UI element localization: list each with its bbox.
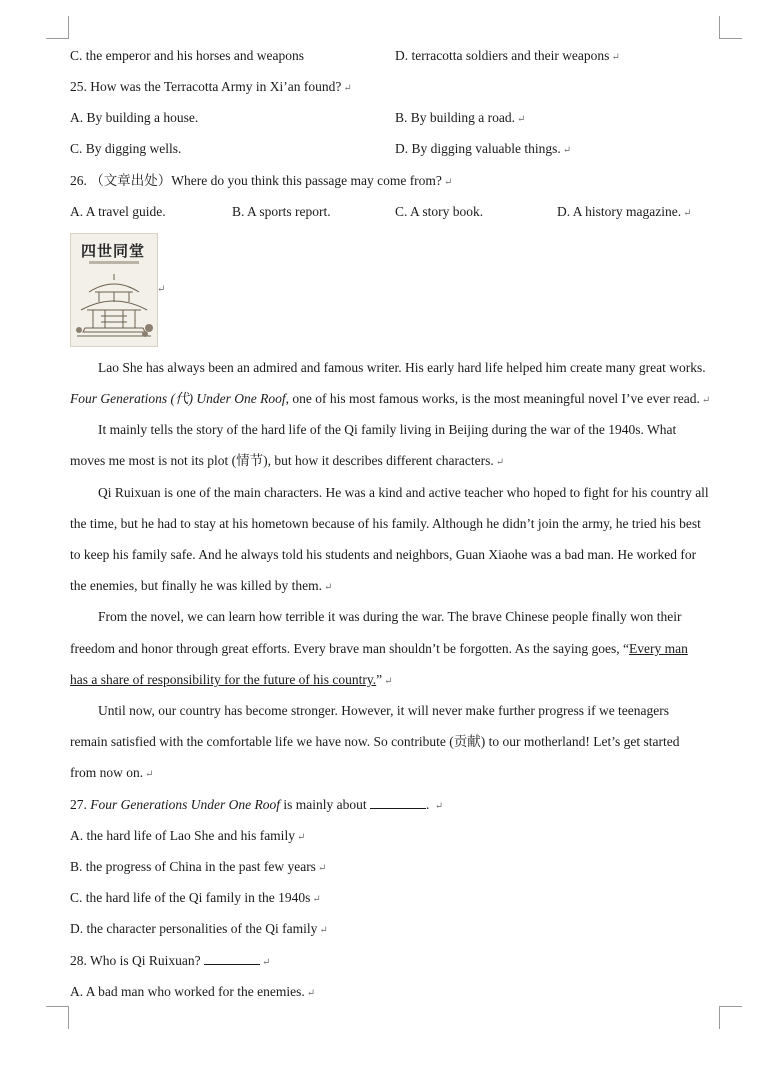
underlined-saying-part2: has a share of responsibility for the future of his country. [70,672,377,687]
q26-option-d: D. A history magazine. ↵ [557,204,692,219]
pagoda-illustration-icon [75,270,153,342]
passage-p5-line3: from now on. ↵ [70,765,154,780]
paragraph-mark-icon: ↵ [306,988,316,999]
paragraph-mark-icon: ↵ [317,863,327,874]
paragraph-mark-icon: ↵ [517,114,526,125]
paragraph-mark-icon: ↵ [262,957,271,968]
passage-p4-line2: freedom and honor through great efforts. Every brave man shouldn’t be forgotten. As the saying goes, “Every man [70,641,688,656]
q28-option-a: A. A bad man who worked for the enemies. ↵ [70,984,316,999]
paragraph-mark-icon: ↵ [701,395,711,406]
paragraph-mark-icon: ↵ [495,457,505,468]
q27-stem: 27. Four Generations Under One Roof is mainly about . ↵ [70,797,444,812]
paragraph-mark-icon: ↵ [145,769,154,780]
passage-p3-line3: to keep his family safe. And he always told his students and neighbors, Guan Xiaohe was a bad man. He worked for [70,547,697,562]
underlined-saying-part1: Every man [628,641,688,656]
q24-option-c: C. the emperor and his horses and weapons [70,48,304,63]
q26-option-c: C. A story book. [395,204,484,219]
paragraph-mark-icon: ↵ [296,832,306,843]
passage-p1-line1: Lao She has always been an admired and famous writer. His early hard life helped him create many great works. [98,360,706,375]
q26-stem: 26. （文章出处）Where do you think this passage may come from? ↵ [70,173,453,188]
q24-options-row [70,47,730,65]
book-cover-title: 四世同堂 [81,242,146,260]
corner-mark-top-right [719,16,742,39]
q28-stem: 28. Who is Qi Ruixuan? ↵ [70,953,271,968]
q27-option-d: D. the character personalities of the Qi family ↵ [70,921,328,936]
corner-mark-bottom-right [719,1006,742,1029]
paragraph-mark-icon: ↵ [611,52,620,63]
q25-option-b: B. By building a road. ↵ [395,110,526,125]
passage-p1-line2: Four Generations (代) Under One Roof, one of his most famous works, is the most meaningful novel I’ve ever read. ↵ [70,391,711,406]
q27-option-b: B. the progress of China in the past few years ↵ [70,859,327,874]
paragraph-mark-icon: ↵ [434,801,444,812]
corner-mark-bottom-left [46,1006,69,1029]
paragraph-mark-icon: ↵ [157,284,166,295]
passage-p2-line2: moves me most is not its plot (情节), but how it describes different characters. ↵ [70,453,505,468]
answer-blank[interactable] [370,796,426,809]
paragraph-mark-icon: ↵ [343,83,352,94]
passage-p5-line2: remain satisfied with the comfortable life we have now. So contribute (贡献) to our motherland! Let’s get started [70,734,680,749]
paragraph-mark-icon: ↵ [384,676,393,687]
q25-option-a: A. By building a house. [70,110,199,125]
passage-p2-line1: It mainly tells the story of the hard life of the Qi family living in Beijing during the war of the 1940s. What [98,422,677,437]
q24-option-d: D. terracotta soldiers and their weapons ↵ [395,48,620,63]
passage-p3-line1: Qi Ruixuan is one of the main characters. He was a kind and active teacher who hoped to fight for his country all [98,485,709,500]
paragraph-mark-icon: ↵ [312,894,321,905]
passage-p3-line2: the time, but he had to stay at his hometown because of his family. Although he didn’t join the army, he tried his best [70,516,701,531]
q25-stem: 25. How was the Terracotta Army in Xi’an found? ↵ [70,79,352,94]
corner-mark-top-left [46,16,69,39]
q26-option-a: A. A travel guide. [70,204,166,219]
q25-options-row-1 [70,109,730,127]
q27-novel-title: Four Generations Under One Roof [90,797,280,812]
q25-option-c: C. By digging wells. [70,141,182,156]
novel-title: Four Generations (代) Under One Roof, [70,391,289,406]
passage-p3-line4: the enemies, but finally he was killed by them. ↵ [70,578,333,593]
q27-option-a: A. the hard life of Lao She and his family ↵ [70,828,306,843]
q27-option-c: C. the hard life of the Qi family in the 1940s ↵ [70,890,321,905]
answer-blank[interactable] [204,952,260,965]
paragraph-mark-icon: ↵ [323,582,333,593]
paragraph-mark-icon: ↵ [562,145,572,156]
passage-p4-line1: From the novel, we can learn how terrible it was during the war. The brave Chinese people finally won their [98,609,682,624]
book-cover-image [70,233,158,347]
q25-option-d: D. By digging valuable things. ↵ [395,141,572,156]
q25-options-row-2 [70,140,730,158]
paragraph-mark-icon: ↵ [319,925,328,936]
q26-option-b: B. A sports report. [232,204,331,219]
passage-p5-line1: Until now, our country has become stronger. However, it will never make further progress if we teenagers [98,703,670,718]
paragraph-mark-icon: ↵ [443,177,453,188]
passage-p4-line3: has a share of responsibility for the future of his country.” ↵ [70,672,393,687]
book-cover-subtitle-bar [89,261,139,264]
paragraph-mark-icon: ↵ [683,208,692,219]
